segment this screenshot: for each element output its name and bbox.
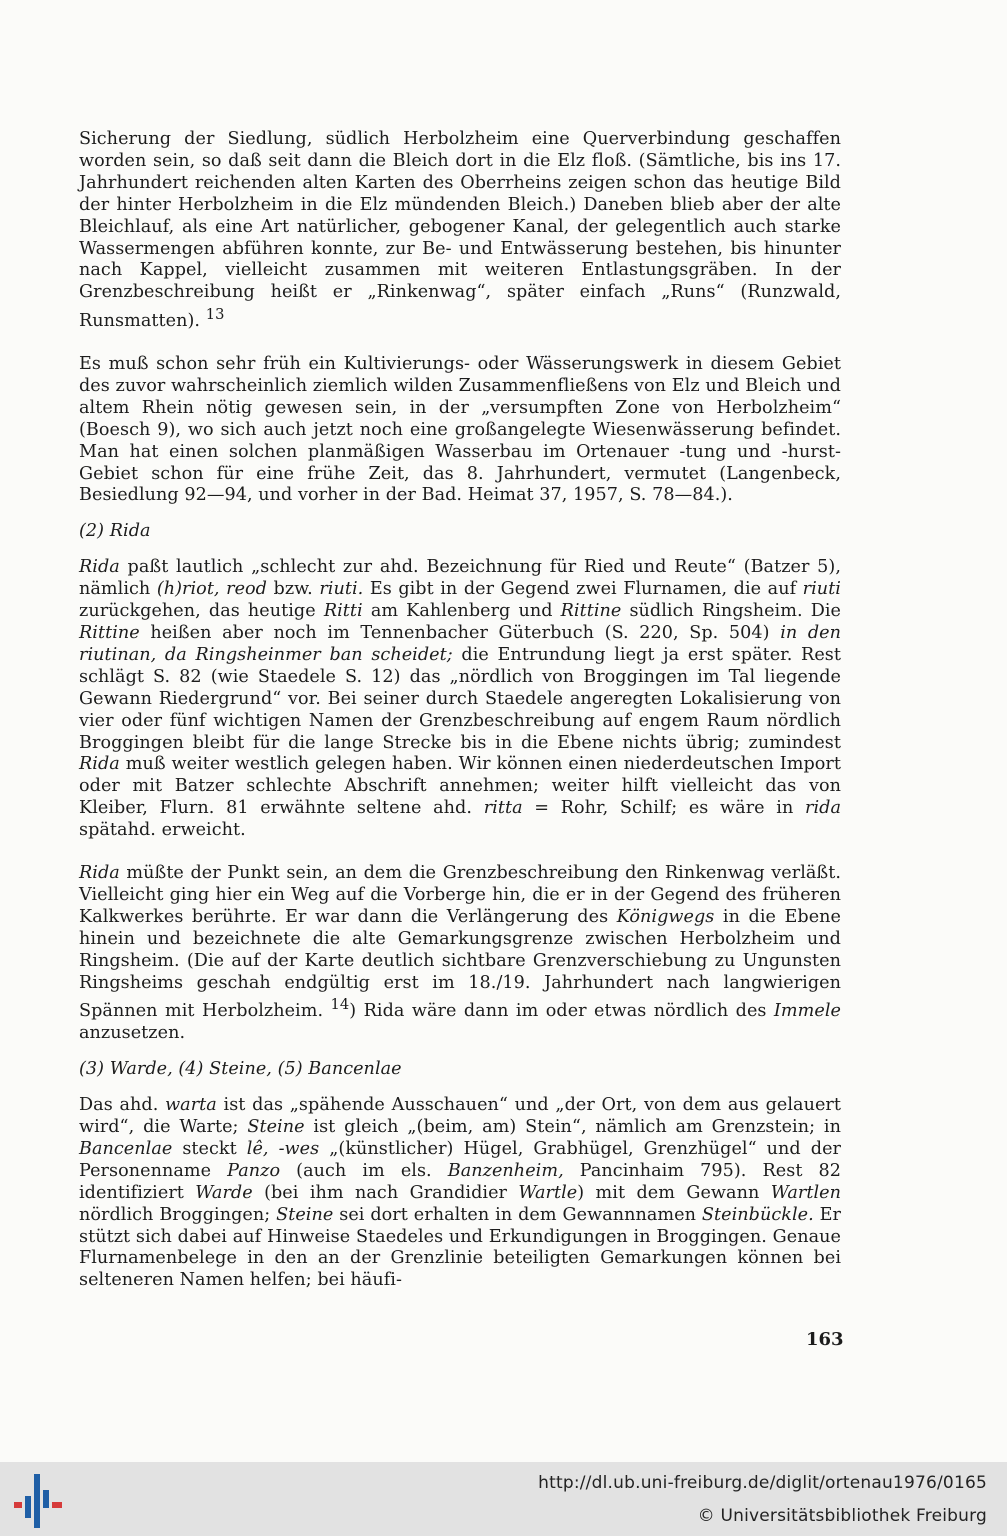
section-heading: (3) Warde, (4) Steine, (5) Bancenlae (79, 1059, 402, 1080)
page-url-link[interactable]: http://dl.ub.uni-freiburg.de/diglit/ortenau1976/0165 (538, 1473, 987, 1493)
paragraph: Rida müßte der Punkt sein, an dem die Grenzbeschreibung den Rinkenwag verläßt. Vielleicht ging hier ein Weg auf die Vorberge hin, die er in der Gegend des früheren Kalkwerkes berührte. Er war dann die Verlängerung des Königwegs in die Ebene hinein und bezeichnete die alte Gemarkungsgrenze zwischen Herbolzheim und Ringsheim. (Die auf der Karte deutlich sichtbare Grenzverschiebung zu Ungunsten Ringsheims geschah endgültig erst im 18./19. Jahrhundert nach langwierigen Spännen mit Herbolzheim. $^{14}$) Rida wäre dann im oder etwas nördlich des Immele anzusetzen. (79, 863, 842, 1044)
paragraph-gap (79, 842, 841, 863)
ub-freiburg-logo-icon (14, 1472, 64, 1530)
section-heading: (2) Rida (79, 521, 151, 542)
paragraph-gap (79, 1081, 841, 1095)
copyright-text: © Universitätsbibliothek Freiburg (697, 1506, 987, 1526)
viewer-footer (0, 1462, 1007, 1536)
paragraph-gap (79, 507, 841, 521)
paragraph: Rida paßt lautlich „schlecht zur ahd. Bezeichnung für Ried und Reute“ (Batzer 5), nämlich (h)riot, reod bzw. riuti. Es gibt in der Gegend zwei Flurnamen, die auf riuti zurückgehen, das heutige Ritti am Kahlenberg und Rittine südlich Ringsheim. Die Rittine heißen aber noch im Tennenbacher Güterbuch (S. 220, Sp. 504) in den riutinan, da Ringsheinmer ban scheidet; die Entrundung liegt ja erst später. Rest schlägt S. 82 (wie Staedele S. 12) das „nördlich von Broggingen im Tal liegende Gewann Riedergrund“ vor. Bei seiner durch Staedele angeregten Lokalisierung von vier oder fünf wichtigen Namen der Grenzbeschreibung auf engem Raum nördlich Broggingen bleibt für die lange Strecke bis in die Ebene nichts übrig; zumindest Rida muß weiter westlich gelegen haben. Wir können einen niederdeutschen Import oder mit Batzer schlechte Abschrift annehmen; weiter hilft vielleicht das von Kleiber, Flurn. 81 erwähnte seltene ahd. ritta = Rohr, Schilf; es wäre in rida spätahd. erweicht. (79, 557, 842, 841)
paragraph-gap (79, 333, 841, 354)
paragraph: Sicherung der Siedlung, südlich Herbolzheim eine Querverbindung geschaffen worden sein, so daß seit dann die Bleich dort in die Elz floß. (Sämtliche, bis ins 17. Jahrhundert reichenden alten Karten des Oberrheins zeigen schon das heutige Bild der hinter Herbolzheim in die Elz mündenden Bleich.) Daneben blieb aber der alte Bleichlauf, als eine Art natürlicher, gebogener Kanal, der gelegentlich auch starke Wassermengen abführen konnte, zur Be- und Entwässerung bestehen, bis hinunter nach Kappel, vielleicht zusammen mit weiteren Entlastungsgräben. In der Grenzbeschreibung heißt er „Rinkenwag“, später einfach „Runs“ (Runzwald, Runsmatten). $^{13}$ (79, 129, 841, 332)
paragraph-gap (79, 1045, 841, 1059)
paragraph-gap (79, 543, 841, 557)
page-number: 163 (806, 1329, 844, 1350)
paragraph: Das ahd. warta ist das „spähende Ausschauen“ und „der Ort, von dem aus gelauert wird“, die Warte; Steine ist gleich „(beim, am) Stein“, nämlich am Grenzstein; in Bancenlae steckt lê, -wes „(künstlicher) Hügel, Grabhügel, Grenzhügel“ und der Personenname Panzo (auch im els. Banzenheim, Pancinhaim 795). Rest 82 identifiziert Warde (bei ihm nach Grandidier Wartle) mit dem Gewann Wartlen nördlich Broggingen; Steine sei dort erhalten in dem Gewannnamen Steinbückle. Er stützt sich dabei auf Hinweise Staedeles und Erkundigungen in Broggingen. Genaue Flurnamenbelege in den an der Grenzlinie beteiligten Gemarkungen können bei selteneren Namen helfen; bei häufi- (79, 1095, 841, 1291)
paragraph: Es muß schon sehr früh ein Kultivierungs- oder Wässerungswerk in diesem Gebiet des zuvor wahrscheinlich ziemlich wilden Zusammenfließens von Elz und Bleich und altem Rhein nötig gewesen sein, in der „versumpften Zone von Herbolzheim“ (Boesch 9), wo sich auch jetzt noch eine großangelegte Wiesenwässerung befindet. Man hat einen solchen planmäßigen Wasserbau im Ortenauer -tung und -hurst-Gebiet schon für eine frühe Zeit, das 8. Jahrhundert, vermutet (Langenbeck, Besiedlung 92—94, und vorher in der Bad. Heimat 37, 1957, S. 78—84.). (79, 354, 841, 506)
body-text (79, 129, 841, 1292)
